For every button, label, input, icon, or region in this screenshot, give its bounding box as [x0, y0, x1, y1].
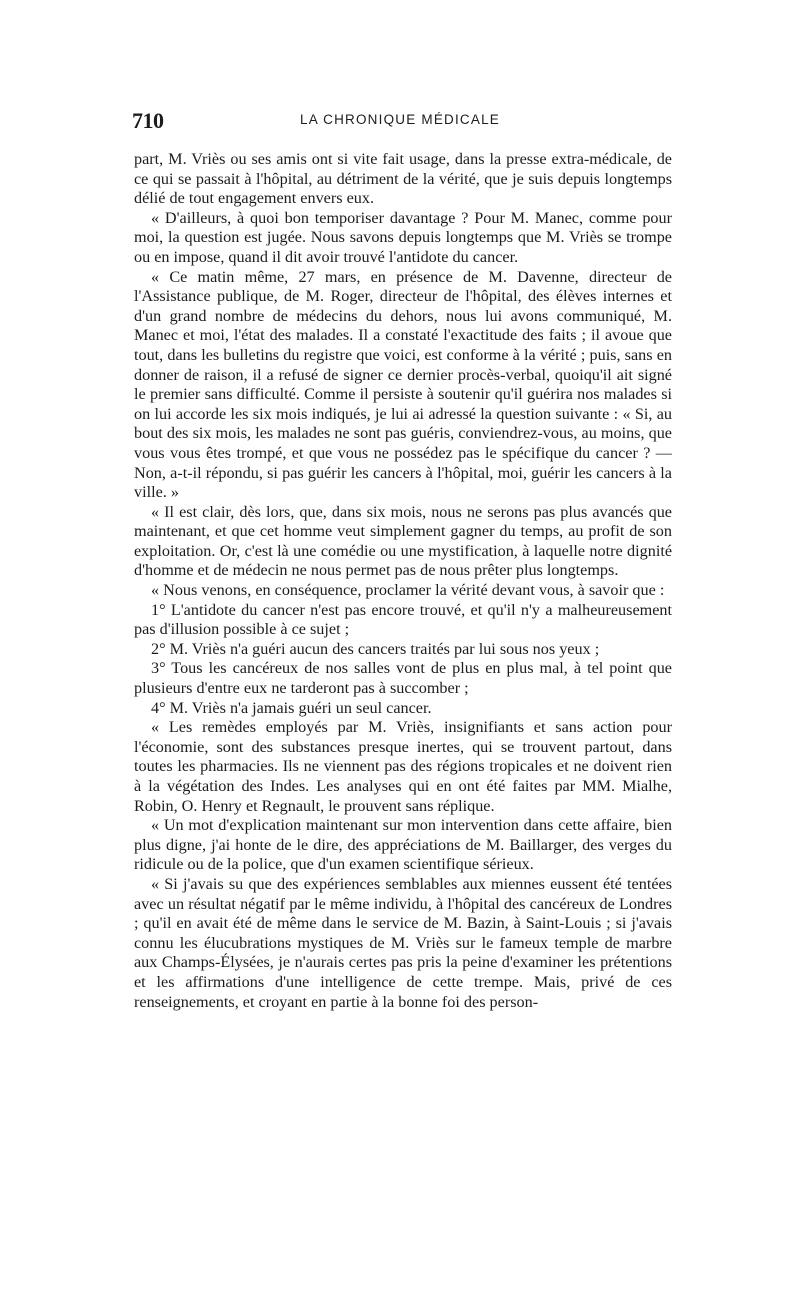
paragraph: « Un mot d'explication maintenant sur mon intervention dans cette affaire, bien plus digne, j'ai honte de le dire, des appréciations de M. Baillarger, des verges du ridicule ou de la police, que d'un examen scientifique sérieux. [134, 816, 672, 874]
paragraph: « D'ailleurs, à quoi bon temporiser davantage ? Pour M. Manec, comme pour moi, la question est jugée. Nous savons depuis longtemps que M. Vriès se trompe ou en impose, quand il dit avoir trouvé l'antidote du cancer. [134, 208, 672, 266]
paragraph: « Les remèdes employés par M. Vriès, insignifiants et sans action pour l'économie, sont des substances presque inertes, qui se trouvent partout, dans toutes les pharmacies. Ils ne viennent pas des régions tropicales et ne doivent rien à la végétation des Indes. Les analyses qui en ont été faites par MM. Mialhe, Robin, O. Henry et Regnault, le prouvent sans réplique. [134, 718, 672, 815]
paragraph: « Si j'avais su que des expériences semblables aux miennes eussent été tentées avec un résultat négatif par le même individu, à l'hôpital des cancéreux de Londres ; qu'il en avait été de même dans le service de M. Bazin, à Saint-Louis ; si j'avais connu les élucubrations mystiques de M. Vriès sur le fameux temple de marbre aux Champs-Élysées, je n'aurais certes pas pris la peine d'examiner les prétentions et les affirmations d'une intelligence de cette trempe. Mais, privé de ces renseignements, et croyant en partie à la bonne foi des person- [134, 874, 672, 1011]
page-number: 710 [132, 108, 164, 133]
list-item: 1° L'antidote du cancer n'est pas encore trouvé, et qu'il n'y a malheureusement pas d'illusion possible à ce sujet ; [134, 600, 672, 639]
list-item: 4° M. Vriès n'a jamais guéri un seul cancer. [151, 698, 432, 717]
paragraph: part, M. Vriès ou ses amis ont si vite fait usage, dans la presse extra-médicale, de ce qui se passait à l'hôpital, au détriment de la vérité, que je suis depuis longtemps délié de tout engagement envers eux. [134, 150, 672, 208]
page-header [132, 106, 672, 134]
paragraph: « Ce matin même, 27 mars, en présence de M. Davenne, directeur de l'Assistance publique, de M. Roger, directeur de l'hôpital, des élèves internes et d'un grand nombre de médecins du dehors, nous lui avons communiqué, M. Manec et moi, l'état des malades. Il a constaté l'exactitude des faits ; il avoue que tout, dans les bulletins du registre que voici, est conforme à la vérité ; puis, sans en donner de raison, il a refusé de signer ce dernier procès-verbal, quoiqu'il ait signé le premier sans difficulté. Comme il persiste à soutenir qu'il guérira nos malades si on lui accorde les six mois indiqués, je lui ai adressé la question suivante : « Si, au bout des six mois, les malades ne sont pas guéris, conviendrez-vous, au moins, que vous vous êtes trompé, et que vous ne possédez pas le spécifique du cancer ? — Non, a-t-il répondu, si pas guérir les cancers à l'hôpital, moi, guérir les cancers à la ville. » [134, 267, 672, 502]
body-text [134, 150, 672, 1012]
paragraph: « Il est clair, dès lors, que, dans six mois, nous ne serons pas plus avancés que maintenant, et que cet homme veut simplement gagner du temps, au profit de son exploitation. Or, c'est là une comédie ou une mystification, à laquelle notre dignité d'homme et de médecin ne nous permet pas de nous prêter plus longtemps. [134, 502, 672, 580]
paragraph: « Nous venons, en conséquence, proclamer la vérité devant vous, à savoir que : [151, 581, 665, 600]
list-item: 2° M. Vriès n'a guéri aucun des cancers traités par lui sous nos yeux ; [151, 639, 600, 658]
list-item: 3° Tous les cancéreux de nos salles vont de plus en plus mal, à tel point que plusieurs d'entre eux ne tarderont pas à succomber ; [134, 659, 672, 698]
running-title: LA CHRONIQUE MÉDICALE [300, 112, 500, 127]
